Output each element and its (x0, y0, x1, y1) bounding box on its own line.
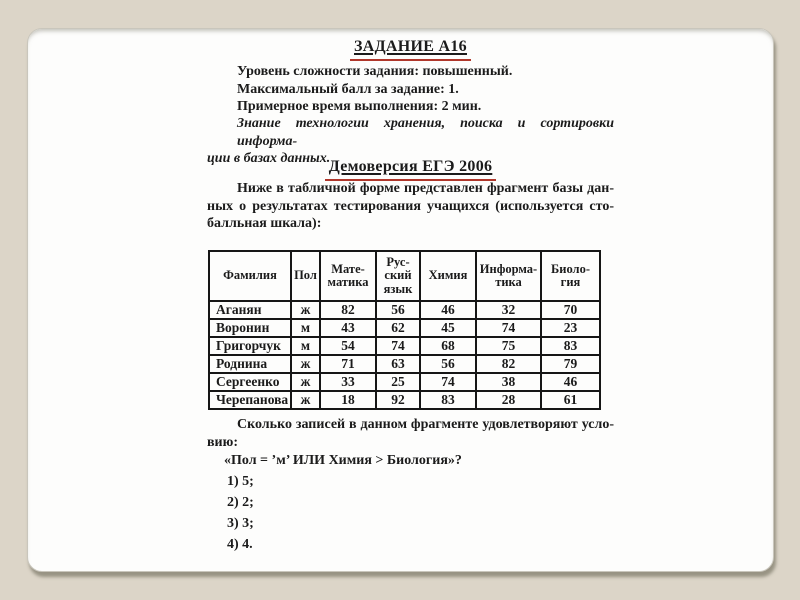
sex-cell: м (291, 337, 320, 355)
score-cell-biology: 70 (541, 301, 600, 319)
demo-title: Демоверсия ЕГЭ 2006 (325, 158, 497, 181)
table-row (209, 301, 600, 319)
sex-cell: м (291, 319, 320, 337)
results-table (208, 250, 601, 410)
score-cell-informatics: 82 (476, 355, 541, 373)
condition-text: «Пол = ’м’ ИЛИ Химия > Биология»? (224, 453, 462, 468)
score-cell-biology: 79 (541, 355, 600, 373)
surname-cell: Сергеенко (209, 373, 291, 391)
score-cell-biology: 61 (541, 391, 600, 409)
col-header-chemistry: Химия (420, 251, 476, 301)
task-properties (207, 63, 614, 116)
intro-line-2: ных о результатах тестирования учащихся (используется сто- (207, 198, 614, 214)
score-cell-russian: 62 (376, 319, 420, 337)
sex-cell: ж (291, 301, 320, 319)
header-row (209, 251, 600, 301)
intro-line-1: Ниже в табличной форме представлен фрагмент базы дан- (237, 181, 614, 196)
question-paragraph (207, 416, 614, 451)
score-cell-chemistry: 83 (420, 391, 476, 409)
score-cell-informatics: 75 (476, 337, 541, 355)
col-header-russian: Рус- ский язык (376, 251, 420, 301)
document-scan-content (207, 29, 614, 571)
surname-cell: Воронин (209, 319, 291, 337)
score-cell-math: 43 (320, 319, 376, 337)
answer-option-1: 1) 5; (227, 474, 254, 489)
score-cell-informatics: 38 (476, 373, 541, 391)
score-cell-russian: 63 (376, 355, 420, 373)
answer-option-4: 4) 4. (227, 537, 253, 552)
col-header-surname: Фамилия (209, 251, 291, 301)
answer-options (227, 471, 254, 555)
score-cell-math: 54 (320, 337, 376, 355)
answer-option-3: 3) 3; (227, 516, 254, 531)
table-row (209, 337, 600, 355)
score-cell-biology: 83 (541, 337, 600, 355)
score-cell-biology: 46 (541, 373, 600, 391)
property-line-difficulty: Уровень сложности задания: повышенный. (237, 64, 513, 79)
score-cell-chemistry: 56 (420, 355, 476, 373)
skill-note-line-1: Знание технологии хранения, поиска и сортировки информа- (237, 116, 614, 149)
document-card (27, 28, 774, 572)
col-header-sex: Пол (291, 251, 320, 301)
surname-cell: Аганян (209, 301, 291, 319)
score-cell-informatics: 28 (476, 391, 541, 409)
property-line-max-score: Максимальный балл за задание: 1. (237, 81, 459, 97)
task-title-row (207, 38, 614, 61)
property-line-time: Примерное время выполнения: 2 мин. (237, 99, 482, 114)
surname-cell: Роднина (209, 355, 291, 373)
demo-title-row (207, 158, 614, 181)
score-cell-russian: 25 (376, 373, 420, 391)
score-cell-chemistry: 74 (420, 373, 476, 391)
col-header-math: Мате- матика (320, 251, 376, 301)
score-cell-math: 33 (320, 373, 376, 391)
score-cell-math: 18 (320, 391, 376, 409)
table-row (209, 319, 600, 337)
intro-paragraph (207, 180, 614, 233)
score-cell-math: 82 (320, 301, 376, 319)
sex-cell: ж (291, 373, 320, 391)
score-cell-math: 71 (320, 355, 376, 373)
score-cell-informatics: 74 (476, 319, 541, 337)
sex-cell: ж (291, 391, 320, 409)
question-line-2: вию: (207, 434, 238, 450)
intro-line-3: балльная шкала): (207, 216, 322, 231)
surname-cell: Черепанова (209, 391, 291, 409)
score-cell-chemistry: 68 (420, 337, 476, 355)
sex-cell: ж (291, 355, 320, 373)
col-header-biology: Биоло- гия (541, 251, 600, 301)
table-row (209, 355, 600, 373)
score-cell-informatics: 32 (476, 301, 541, 319)
question-line-1: Сколько записей в данном фрагменте удовлетворяют усло- (237, 417, 614, 432)
score-cell-biology: 23 (541, 319, 600, 337)
skill-note-line-2: ции в базах данных. (207, 151, 331, 166)
surname-cell: Григорчук (209, 337, 291, 355)
score-cell-russian: 92 (376, 391, 420, 409)
answer-option-2: 2) 2; (227, 495, 254, 510)
score-cell-russian: 74 (376, 337, 420, 355)
score-cell-chemistry: 45 (420, 319, 476, 337)
col-header-informatics: Информа- тика (476, 251, 541, 301)
score-cell-chemistry: 46 (420, 301, 476, 319)
score-cell-russian: 56 (376, 301, 420, 319)
table-row (209, 391, 600, 409)
table-row (209, 373, 600, 391)
task-title: ЗАДАНИЕ А16 (350, 38, 471, 61)
